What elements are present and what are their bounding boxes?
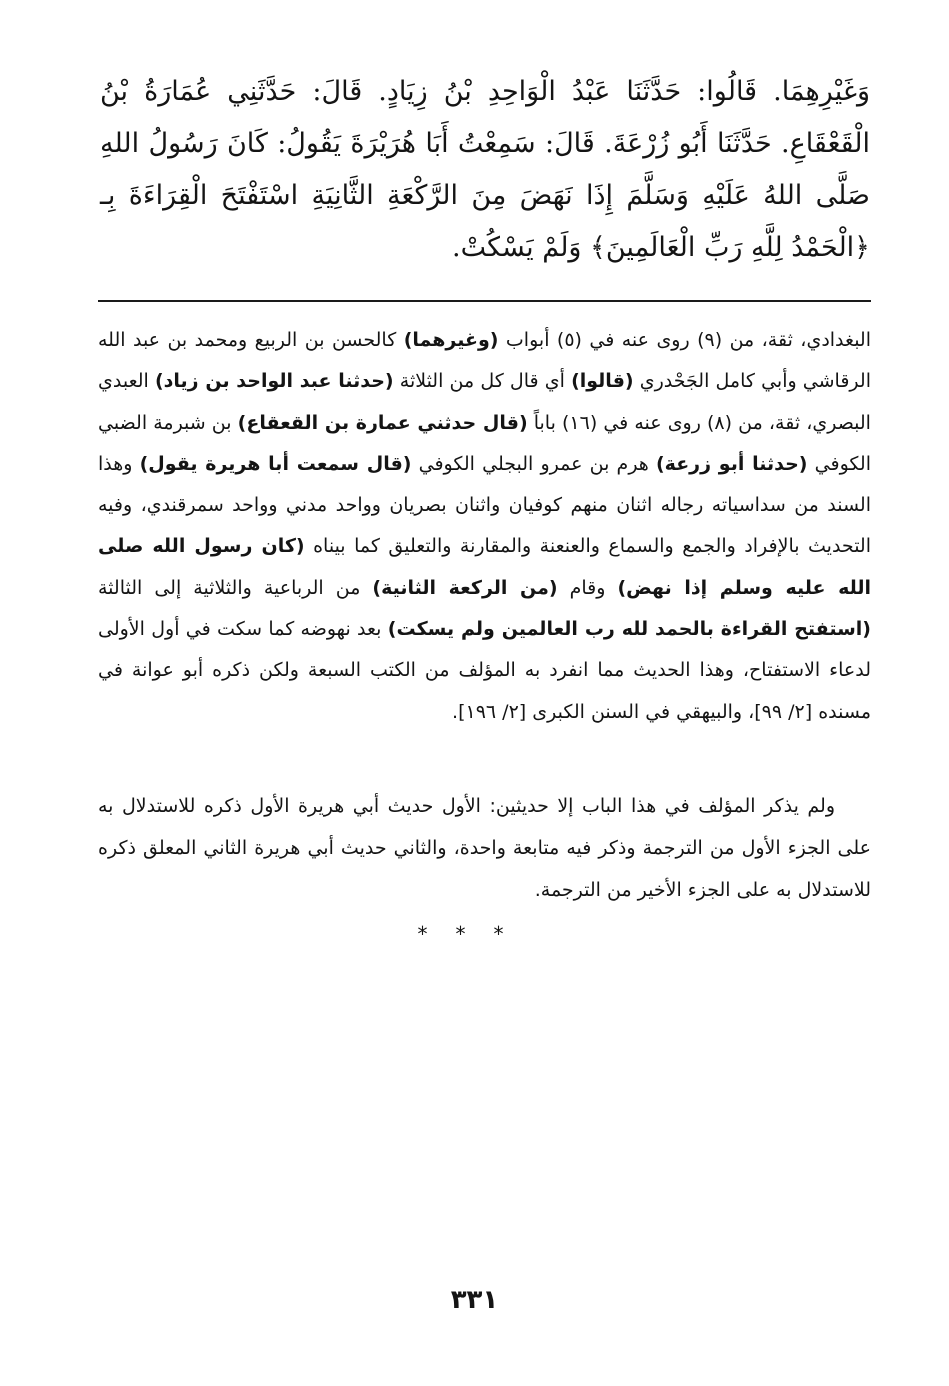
page-number: ٣٣١: [450, 1285, 499, 1315]
commentary-text: من الرباعية والثلاثية إلى الثالثة: [98, 576, 373, 599]
commentary-text: كالحسن بن الربيع ومحمد بن عبد الله الرقاشي وأبي كامل الجَحْدري: [98, 329, 871, 393]
commentary-quote: (وغيرهما): [403, 329, 499, 351]
commentary-text: أي قال كل من الثلاثة: [393, 370, 572, 393]
commentary-text: البغدادي، ثقة، من (٩) روى عنه في (٥) أبواب: [498, 329, 871, 351]
commentary-text: بن شبرمة الضبي الكوفي: [98, 411, 871, 475]
commentary-quote: (من الركعة الثانية): [372, 576, 558, 599]
commentary-text: العبدي البصري، ثقة، من (٨) روى عنه في (١٦) باباً: [98, 370, 871, 434]
section-divider: ***: [417, 922, 532, 946]
commentary-paragraph: [98, 320, 871, 733]
commentary-quote: (حدثنا عبد الواحد بن زياد): [154, 370, 394, 393]
commentary-quote: (قالوا): [571, 370, 634, 393]
commentary-text: وقام: [557, 576, 618, 599]
commentary-text: بعد نهوضه كما سكت في أول الأولى لدعاء الاستفتاح، وهذا الحديث مما انفرد به المؤلف من الكتب السبعة ولكن ذكره أبو عوانة في مسنده [٢/ ٩٩]، والبيهقي في السنن الكبرى [٢/ ١٩٦].: [98, 618, 871, 723]
commentary-quote: (حدثنا أبو زرعة): [656, 452, 808, 475]
commentary-quote: (قال حدثني عمارة بن القعقاع): [237, 411, 528, 434]
commentary-quote: (كان رسول الله صلى الله عليه وسلم إذا نهض): [98, 535, 872, 599]
separator-line: [98, 300, 871, 302]
commentary-text: هرم بن عمرو البجلي الكوفي: [411, 452, 656, 475]
hadith-text: وَغَيْرِهِمَا. قَالُوا: حَدَّثَنَا عَبْدُ الْوَاحِدِ بْنُ زِيَادٍ. قَالَ: حَدَّثَنِي عُمَارَةُ بْنُ الْقَعْقَاعِ. حَدَّثَنَا أَبُو زُرْعَةَ. قَالَ: سَمِعْتُ أَبَا هُرَيْرَةَ يَقُولُ: كَانَ رَسُولُ اللهِ صَلَّى اللهُ عَلَيْهِ وَسَلَّمَ إِذَا نَهَضَ مِنَ الرَّكْعَةِ الثَّانِيَةِ اسْتَفْتَحَ الْقِرَاءَةَ بِـ ﴿الْحَمْدُ لِلَّهِ رَبِّ الْعَالَمِينَ﴾ وَلَمْ يَسْكُتْ.: [100, 76, 870, 263]
commentary-text: وهذا السند من سداسياته رجاله اثنان منهم كوفيان واثنان بصريان وواحد مدني وواحد سمرقندي، وفيه التحديث بالإفراد والجمع والسماع والعنعنة والمقارنة والتعليق كما بيناه: [98, 452, 871, 558]
commentary-quote: (استفتح القراءة بالحمد لله رب العالمين ولم يسكت): [387, 618, 871, 641]
commentary-quote: (قال سمعت أبا هريرة يقول): [139, 452, 412, 475]
summary-paragraph: ولم يذكر المؤلف في هذا الباب إلا حديثين: الأول حديث أبي هريرة الأول ذكره للاستدلال به على الجزء الأول من الترجمة وذكر فيه متابعة واحدة، والثاني حديث أبي هريرة الثاني المعلق ذكره للاستدلال به على الجزء الأخير من الترجمة.: [98, 795, 871, 901]
